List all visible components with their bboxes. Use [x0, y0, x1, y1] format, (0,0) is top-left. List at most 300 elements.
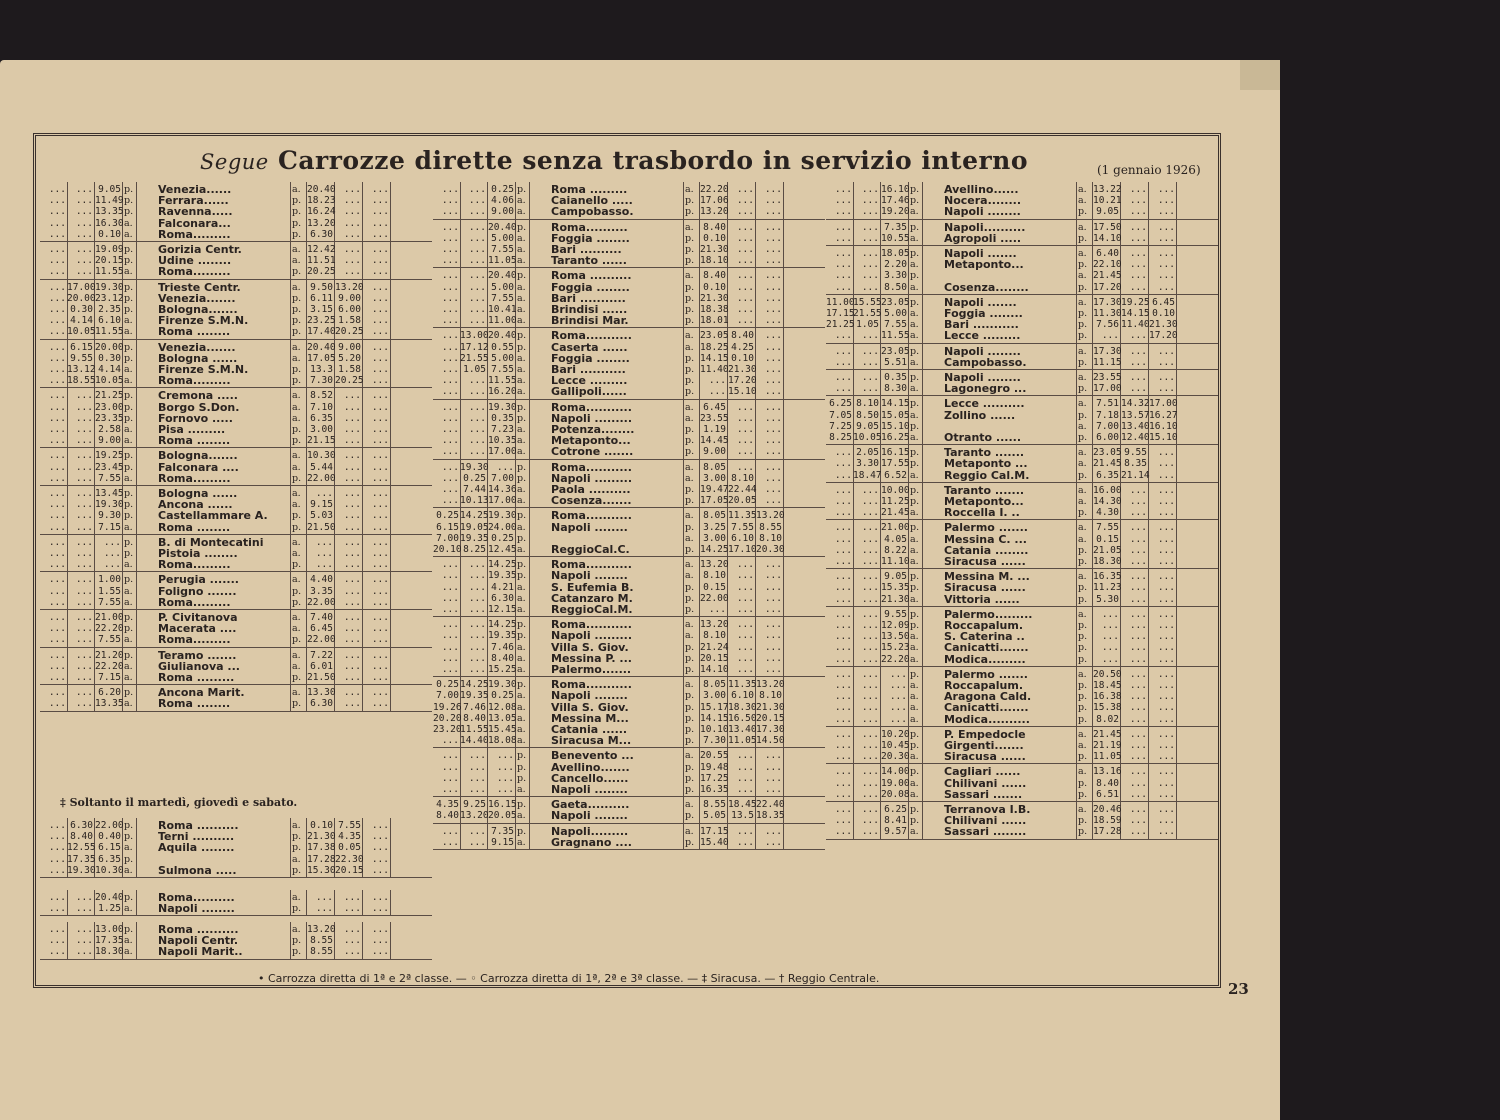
dep-arr-marker: a. [517, 375, 526, 387]
return-time: ... [1129, 593, 1147, 605]
dep-arr-marker: a. [292, 612, 301, 623]
departure-time: 9.15 [491, 836, 514, 848]
station-name: Castellammare A. [158, 509, 268, 523]
return-time: ... [736, 581, 754, 593]
departure-time: ... [75, 924, 93, 935]
departure-time: ... [48, 412, 66, 424]
departure-time: ... [48, 326, 66, 338]
return-time: ... [764, 195, 782, 207]
dep-arr-marker: a. [517, 701, 526, 713]
return-time: 15.10 [728, 386, 757, 398]
dep-arr-marker: p. [124, 281, 134, 293]
station-name: Trieste Centr. [158, 280, 241, 294]
return-time: ... [736, 446, 754, 458]
departure-time: 9.00 [491, 206, 514, 218]
return-time: 20.40 [307, 341, 336, 353]
timetable-block [40, 890, 432, 916]
departure-time: ... [468, 401, 486, 413]
timetable-row [40, 326, 432, 337]
departure-time: ... [75, 612, 93, 623]
departure-time: ... [441, 292, 459, 304]
dep-arr-marker: a. [124, 903, 133, 915]
return-time: ... [1101, 608, 1119, 620]
departure-time: ... [861, 631, 879, 643]
departure-time: ... [48, 831, 66, 843]
return-time: 16.38 [1093, 691, 1122, 703]
return-time: ... [1129, 484, 1147, 496]
return-time: ... [1157, 184, 1175, 195]
departure-time: ... [861, 608, 879, 620]
dep-arr-marker: p. [124, 547, 134, 559]
return-time: 18.30 [728, 701, 757, 713]
return-time: ... [371, 195, 389, 207]
return-time: ... [371, 206, 389, 218]
departure-time: ... [48, 585, 66, 597]
station-name: Palermo......... [944, 607, 1033, 621]
station-name: Agropoli ..... [944, 231, 1022, 245]
timetable-row [826, 654, 1218, 665]
departure-time: 6.15 [70, 341, 93, 353]
departure-time: ... [834, 447, 852, 459]
dep-arr-marker: p. [685, 483, 695, 495]
dep-arr-marker: a. [517, 521, 526, 533]
timetable-row [433, 582, 825, 593]
station-name: Taranto ....... [944, 483, 1025, 497]
dep-arr-marker: p. [292, 303, 302, 315]
dep-arr-marker: a. [292, 390, 301, 402]
return-time: 21.45 [1093, 270, 1122, 282]
dep-arr-marker: a. [517, 810, 526, 822]
departure-time: ... [441, 232, 459, 244]
departure-time: ... [48, 228, 66, 240]
return-time: ... [764, 435, 782, 447]
departure-time: ... [48, 303, 66, 315]
return-time: ... [1101, 631, 1119, 643]
return-time: ... [1129, 270, 1147, 282]
dep-arr-marker: a. [124, 671, 133, 683]
station-name: Brindisi ...... [551, 302, 628, 316]
timetable-row [826, 319, 1218, 330]
dep-arr-marker: p. [910, 739, 920, 751]
station-name: Roma.......... [158, 891, 235, 904]
return-time: ... [343, 585, 361, 597]
station-name: Avellino....... [551, 760, 630, 774]
departure-time: 20.20 [433, 712, 462, 724]
timetable-row [40, 865, 432, 876]
departure-time: 10.41 [488, 303, 517, 315]
return-time: 8.05 [703, 461, 726, 473]
return-time: ... [764, 330, 782, 342]
departure-time: 11.10 [881, 555, 910, 567]
timetable-row [40, 402, 432, 413]
station-name: Roma.......... [551, 220, 628, 234]
station-name: Napoli Centr. [158, 934, 239, 948]
timetable-row [433, 544, 825, 555]
departure-time: ... [75, 266, 93, 278]
return-time: ... [1129, 582, 1147, 594]
station-name: Palermo ....... [944, 667, 1028, 681]
station-name: Roccapalum. [944, 678, 1024, 692]
dep-arr-marker: a. [124, 228, 133, 240]
departure-time: 0.25 [436, 510, 459, 522]
departure-time: ... [861, 642, 879, 654]
departure-time: 19.30 [95, 499, 124, 511]
return-time: 11.35 [728, 510, 757, 522]
dep-arr-marker: a. [292, 461, 301, 473]
station-name: Terni .......... [158, 830, 235, 844]
departure-time: ... [468, 303, 486, 315]
departure-time: ... [48, 450, 66, 462]
departure-time: ... [75, 423, 93, 435]
timetable-block [826, 802, 1218, 840]
return-time: 10.30 [307, 450, 336, 462]
timetable-row [40, 195, 432, 206]
timetable-block [40, 648, 432, 686]
departure-time: ... [441, 581, 459, 593]
station-name: Modica.......... [944, 712, 1030, 726]
dep-arr-marker: a. [910, 713, 919, 725]
return-time: 13.20 [756, 679, 785, 691]
return-time: ... [1101, 330, 1119, 342]
dep-arr-marker: a. [517, 423, 526, 435]
return-time: 13.20 [307, 217, 336, 229]
station-name: Caserta ...... [551, 340, 628, 354]
dep-arr-marker: p. [292, 634, 302, 646]
departure-time: 21.25 [826, 319, 855, 331]
return-time: ... [1157, 221, 1175, 233]
timetable-row [433, 773, 825, 784]
return-time: ... [764, 461, 782, 473]
return-time: ... [371, 303, 389, 315]
departure-time: ... [889, 713, 907, 725]
return-time: 21.24 [700, 641, 729, 653]
return-time: 6.01 [310, 660, 333, 672]
return-time: 11.40 [1121, 319, 1150, 331]
station-name: Venezia...... [158, 183, 232, 196]
departure-time: ... [441, 461, 459, 473]
dep-arr-marker: p. [517, 270, 527, 282]
timetable-block [433, 797, 825, 823]
timetable-row [433, 462, 825, 473]
station-name: Messina M. ... [944, 570, 1030, 584]
departure-time: ... [861, 766, 879, 778]
dep-arr-marker: a. [1078, 728, 1087, 740]
station-name: P. Empedocle [944, 727, 1026, 741]
station-name: Nocera........ [944, 194, 1022, 208]
return-time: 23.25 [307, 315, 336, 327]
departure-time: ... [834, 248, 852, 259]
departure-time: ... [834, 691, 852, 703]
departure-time: ... [834, 345, 852, 357]
departure-time: ... [48, 184, 66, 195]
departure-time: 23.12 [95, 292, 124, 304]
departure-time: 6.15 [436, 521, 459, 533]
return-time: ... [371, 401, 389, 413]
dep-arr-marker: a. [292, 281, 301, 293]
timetable-row [40, 206, 432, 217]
return-time: ... [1157, 788, 1175, 800]
dep-arr-marker: p. [910, 582, 920, 594]
departure-time: 18.47 [853, 469, 882, 481]
departure-time: 10.13 [460, 495, 489, 507]
return-time: 0.10 [703, 281, 726, 293]
departure-time: ... [75, 660, 93, 672]
return-time: ... [315, 488, 333, 499]
departure-time: 2.05 [856, 447, 879, 459]
station-name: Cotrone ....... [551, 445, 634, 459]
departure-time: ... [75, 698, 93, 710]
station-name: Terranova I.B. [944, 803, 1031, 816]
station-name: Bari ........... [944, 318, 1019, 332]
departure-time: ... [861, 372, 879, 383]
station-name: Roma........... [551, 558, 632, 572]
return-time: 8.02 [1096, 713, 1119, 725]
return-time: 7.00 [1096, 420, 1119, 432]
return-time: 21.45 [1093, 458, 1122, 470]
return-time: ... [371, 184, 389, 195]
station-name: Vittoria ...... [944, 592, 1020, 606]
return-time: ... [1157, 593, 1175, 605]
dep-arr-marker: p. [1078, 826, 1088, 838]
departure-time: ... [48, 623, 66, 635]
timetable-block [433, 748, 825, 797]
departure-time: ... [861, 555, 879, 567]
departure-time: ... [441, 592, 459, 604]
departure-time: 19.05 [460, 521, 489, 533]
dep-arr-marker: p. [1078, 642, 1088, 654]
departure-time: ... [48, 574, 66, 586]
dep-arr-marker: p. [1078, 259, 1088, 271]
dep-arr-marker: p. [517, 341, 527, 353]
return-time: ... [371, 559, 389, 571]
departure-time: ... [468, 206, 486, 218]
return-time: ... [1157, 248, 1175, 259]
timetable-row [40, 597, 432, 608]
departure-time: ... [861, 777, 879, 789]
departure-time: ... [48, 698, 66, 710]
departure-time: ... [441, 761, 459, 773]
dep-arr-marker: p. [1078, 330, 1088, 342]
departure-time: 4.14 [98, 363, 121, 375]
dep-arr-marker: p. [1078, 593, 1088, 605]
station-name: Campobasso. [944, 355, 1027, 369]
return-time: ... [1129, 383, 1147, 395]
return-time: ... [343, 472, 361, 484]
return-time: 7.10 [310, 401, 333, 413]
return-time: 20.30 [756, 543, 785, 555]
timetable-block [40, 486, 432, 535]
departure-time: ... [861, 184, 879, 195]
dep-arr-marker: a. [910, 679, 919, 691]
return-time: 19.25 [1121, 296, 1150, 308]
timetable-block [826, 445, 1218, 483]
return-time: ... [764, 663, 782, 675]
return-time: 13.3 [310, 363, 333, 375]
return-time: 8.10 [703, 630, 726, 642]
departure-time: ... [48, 255, 66, 267]
dep-arr-marker: p. [685, 652, 695, 664]
timetable-row [40, 831, 432, 842]
departure-time: ... [441, 446, 459, 458]
return-time: ... [1157, 533, 1175, 545]
dep-arr-marker: a. [517, 712, 526, 724]
timetable-row [433, 713, 825, 724]
departure-time: 13.20 [460, 810, 489, 822]
return-time: 7.40 [310, 612, 333, 623]
timetable-block [40, 610, 432, 648]
dep-arr-marker: p. [517, 772, 527, 784]
departure-time: 11.00 [826, 296, 855, 308]
departure-time: ... [861, 679, 879, 691]
timetable-row [40, 462, 432, 473]
return-time: ... [371, 892, 389, 903]
departure-time: 2.35 [98, 303, 121, 315]
return-time: 18.35 [756, 810, 785, 822]
timetable-row [40, 687, 432, 698]
dep-arr-marker: p. [1078, 507, 1088, 519]
return-time: ... [371, 698, 389, 710]
station-name: Avellino...... [944, 183, 1019, 196]
departure-time: 13.35 [95, 698, 124, 710]
departure-time: ... [441, 435, 459, 447]
return-time: 22.44 [728, 483, 757, 495]
station-name: Canicatti....... [944, 641, 1029, 655]
departure-time: 19.35 [488, 630, 517, 642]
timetable-row [826, 346, 1218, 357]
station-name: Napoli ........ [551, 569, 628, 583]
station-name: Napoli ........ [551, 520, 628, 534]
dep-arr-marker: a. [910, 469, 919, 481]
dep-arr-marker: p. [1078, 691, 1088, 703]
departure-time: 7.44 [463, 483, 486, 495]
departure-time: 8.30 [884, 383, 907, 395]
return-time: 23.55 [1093, 372, 1122, 383]
departure-time: 8.22 [884, 544, 907, 556]
dep-arr-marker: p. [517, 412, 527, 424]
timetable-row [433, 826, 825, 837]
timetable-row [40, 634, 432, 645]
station-name: Campobasso. [551, 205, 634, 219]
departure-time: 6.20 [98, 687, 121, 699]
return-time: ... [1157, 495, 1175, 507]
dep-arr-marker: a. [517, 690, 526, 702]
return-time: 17.38 [307, 842, 336, 854]
dep-arr-marker: a. [292, 184, 301, 195]
departure-time: ... [496, 461, 514, 473]
dep-arr-marker: p. [1078, 319, 1088, 331]
departure-time: 13.00 [95, 924, 124, 935]
dep-arr-marker: a. [1078, 195, 1087, 207]
timetable-block [433, 824, 825, 850]
return-time: ... [1129, 259, 1147, 271]
return-time: 17.05 [307, 352, 336, 364]
departure-time: ... [861, 281, 879, 293]
departure-time: ... [48, 547, 66, 559]
timetable-row [433, 570, 825, 581]
return-time: ... [1157, 555, 1175, 567]
station-name: Messina P. ... [551, 651, 632, 665]
departure-time: ... [75, 450, 93, 462]
station-name: S. Caterina .. [944, 630, 1025, 644]
departure-time: 13.12 [67, 363, 96, 375]
dep-arr-marker: a. [124, 596, 133, 608]
departure-time: ... [441, 663, 459, 675]
timetable-row [826, 357, 1218, 368]
return-time: ... [343, 450, 361, 462]
dep-arr-marker: a. [124, 423, 133, 435]
return-time: 14.10 [1093, 232, 1122, 244]
timetable-block [433, 460, 825, 509]
timetable-row [433, 679, 825, 690]
station-name: Foggia ........ [551, 280, 630, 294]
return-time: 20.50 [1093, 668, 1122, 680]
return-time: 6.30 [310, 228, 333, 240]
departure-time: ... [75, 461, 93, 473]
departure-time: 10.05 [853, 431, 882, 443]
dep-arr-marker: a. [124, 935, 133, 947]
departure-time: ... [441, 401, 459, 413]
return-time: ... [1129, 356, 1147, 368]
departure-time: ... [834, 232, 852, 244]
dep-arr-marker: p. [910, 345, 920, 357]
return-time: 13.20 [756, 510, 785, 522]
timetable-row [433, 206, 825, 217]
return-time: ... [764, 303, 782, 315]
title-prefix: Segue [200, 150, 269, 174]
station-name: Gragnano .... [551, 835, 632, 849]
departure-time: 6.15 [98, 842, 121, 854]
return-time: ... [736, 206, 754, 218]
station-name: Villa S. Giov. [551, 700, 629, 714]
station-name: Siracusa M... [551, 734, 632, 748]
dep-arr-marker: p. [685, 292, 695, 304]
return-time: ... [1157, 356, 1175, 368]
departure-time: 9.05 [98, 184, 121, 195]
return-time: 23.05 [700, 330, 729, 342]
departure-time: ... [834, 766, 852, 778]
departure-time: 10.05 [95, 375, 124, 387]
dep-arr-marker: p. [1078, 653, 1088, 665]
return-time: 20.25 [335, 326, 364, 338]
departure-time: 7.46 [491, 641, 514, 653]
return-time: 5.03 [310, 510, 333, 522]
timetable-row [40, 244, 432, 255]
return-time: 16.10 [1149, 420, 1178, 432]
station-name: Cancello...... [551, 771, 629, 785]
dep-arr-marker: a. [910, 642, 919, 654]
station-name: Paola .......... [551, 482, 631, 496]
return-time: ... [343, 266, 361, 278]
departure-time: 15.23 [881, 642, 910, 654]
departure-time: 20.15 [95, 255, 124, 267]
dep-arr-marker: p. [517, 401, 527, 413]
return-time: 13.20 [700, 619, 729, 631]
station-name: Napoli ........ [158, 902, 235, 916]
return-time: 17.20 [728, 375, 757, 387]
departure-time: 19.35 [488, 570, 517, 582]
departure-time: ... [468, 761, 486, 773]
return-time: ... [371, 853, 389, 865]
dep-arr-marker: a. [685, 461, 694, 473]
dep-arr-marker: a. [685, 630, 694, 642]
departure-time: 23.00 [95, 401, 124, 413]
station-name: Napoli ........ [551, 689, 628, 703]
timetable-row [40, 661, 432, 672]
return-time: ... [371, 924, 389, 935]
timetable-row [826, 766, 1218, 777]
departure-time: 9.00 [98, 435, 121, 447]
dep-arr-marker: a. [517, 603, 526, 615]
